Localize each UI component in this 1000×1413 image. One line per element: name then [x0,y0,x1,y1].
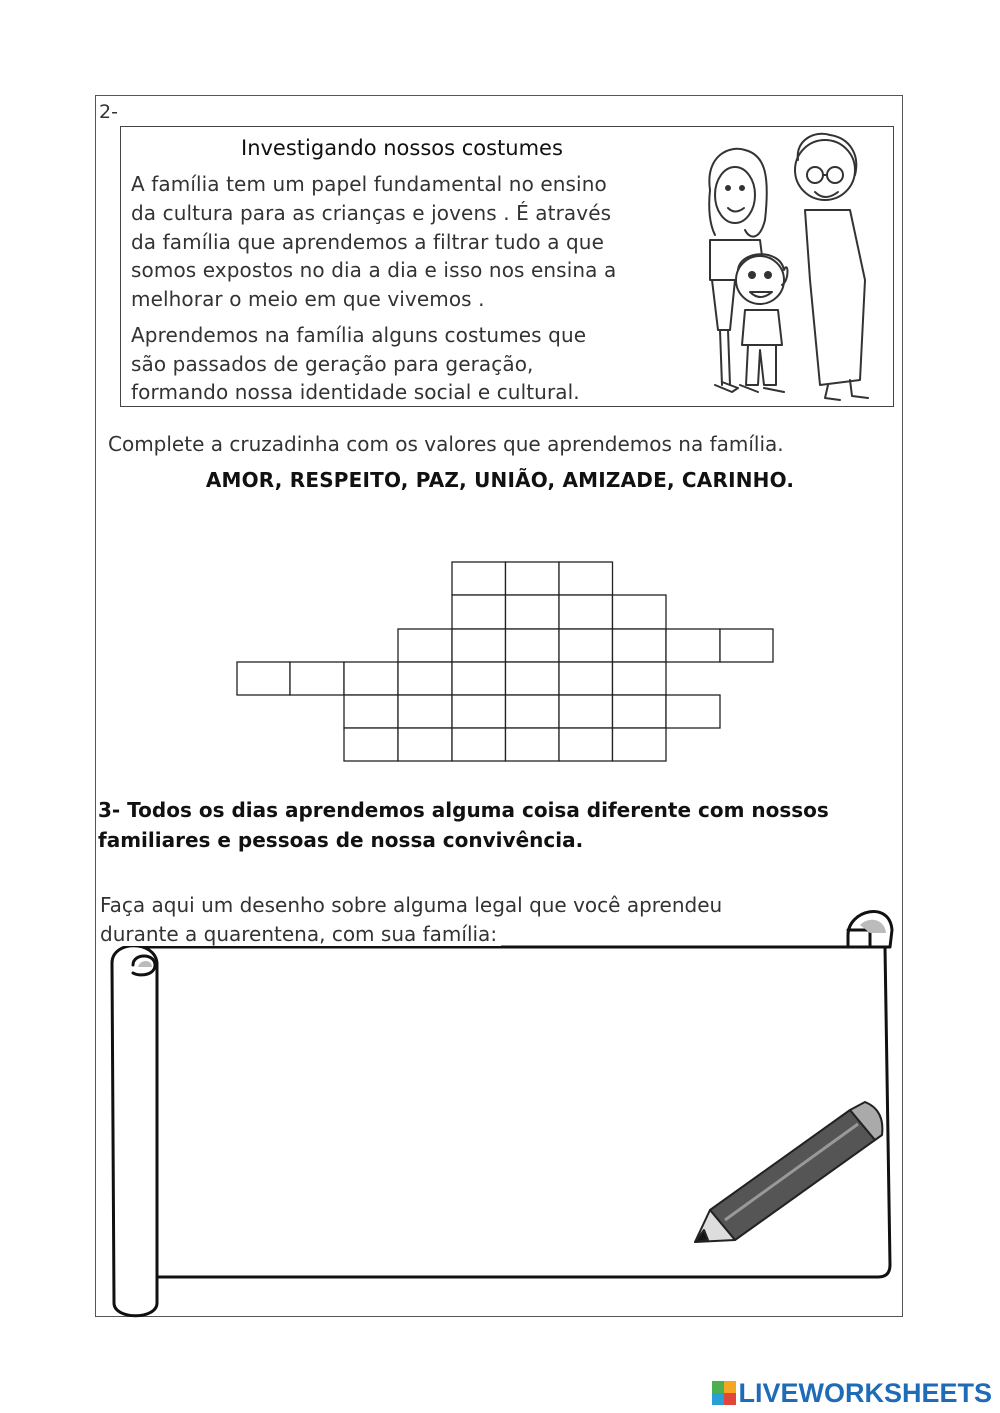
crossword-cell[interactable] [452,662,506,695]
crossword-cell[interactable] [559,728,613,761]
paragraph-line: são passados de geração para geração, [131,352,534,376]
crossword-cell[interactable] [452,562,506,595]
crossword-cell[interactable] [398,695,452,728]
crossword-cell[interactable] [452,629,506,662]
word-bank: AMOR, RESPEITO, PAZ, UNIÃO, AMIZADE, CARINHO. [205,468,795,492]
crossword-cell[interactable] [559,562,613,595]
crossword-instruction: Complete a cruzadinha com os valores que aprendemos na família. [108,432,784,456]
paragraph-line: Aprendemos na família alguns costumes que [131,323,587,347]
reading-title: Investigando nossos costumes [241,136,563,160]
crossword-cell[interactable] [506,562,560,595]
crossword-cell[interactable] [559,595,613,629]
pencil-illustration [690,1100,890,1250]
crossword-cell[interactable] [344,662,398,695]
crossword-cell[interactable] [506,728,560,761]
crossword-cell[interactable] [666,629,720,662]
crossword-cell[interactable] [237,662,290,695]
paragraph-line: somos expostos no dia a dia e isso nos ensina a [131,258,617,282]
liveworksheets-brand-text: LIVEWORKSHEETS [738,1377,992,1408]
paragraph-line: melhorar o meio em que vivemos . [131,287,485,311]
crossword-cell[interactable] [344,728,398,761]
crossword-cell[interactable] [506,629,560,662]
question-2-number: 2- [99,101,118,123]
crossword-cell[interactable] [613,595,667,629]
liveworksheets-logo [712,1378,992,1408]
drawing-prompt-line: durante a quarentena, com sua família: [100,922,501,946]
crossword-cell[interactable] [559,695,613,728]
question-3-line: 3- Todos os dias aprendemos alguma coisa diferente com nossos [98,798,829,822]
crossword-cell[interactable] [559,629,613,662]
paragraph-line: formando nossa identidade social e cultural. [131,380,580,404]
crossword-cell[interactable] [452,728,506,761]
question-3-line: familiares e pessoas de nossa convivência. [98,828,584,852]
liveworksheets-logo-icon [712,1381,736,1405]
crossword-cell[interactable] [452,595,506,629]
paragraph-line: A família tem um papel fundamental no ensino [131,172,607,196]
crossword-cell[interactable] [613,695,667,728]
crossword-cell[interactable] [398,629,452,662]
crossword-cell[interactable] [506,595,560,629]
crossword-cell[interactable] [344,695,398,728]
crossword-cell[interactable] [559,662,613,695]
crossword-cell[interactable] [506,695,560,728]
crossword-cell[interactable] [613,629,667,662]
crossword-cell[interactable] [613,662,667,695]
crossword-cell[interactable] [720,629,773,662]
family-illustration [690,130,890,405]
crossword-cell[interactable] [613,728,667,761]
crossword-grid [236,561,776,766]
crossword-cell[interactable] [506,662,560,695]
paragraph-line: da cultura para as crianças e jovens . É através [131,201,612,225]
crossword-cell[interactable] [666,695,720,728]
crossword-cell[interactable] [452,695,506,728]
crossword-cell[interactable] [290,662,344,695]
crossword-cell[interactable] [398,662,452,695]
drawing-prompt-line: Faça aqui um desenho sobre alguma legal que você aprendeu [100,893,723,917]
crossword-cell[interactable] [398,728,452,761]
paragraph-line: da família que aprendemos a filtrar tudo a que [131,230,604,254]
